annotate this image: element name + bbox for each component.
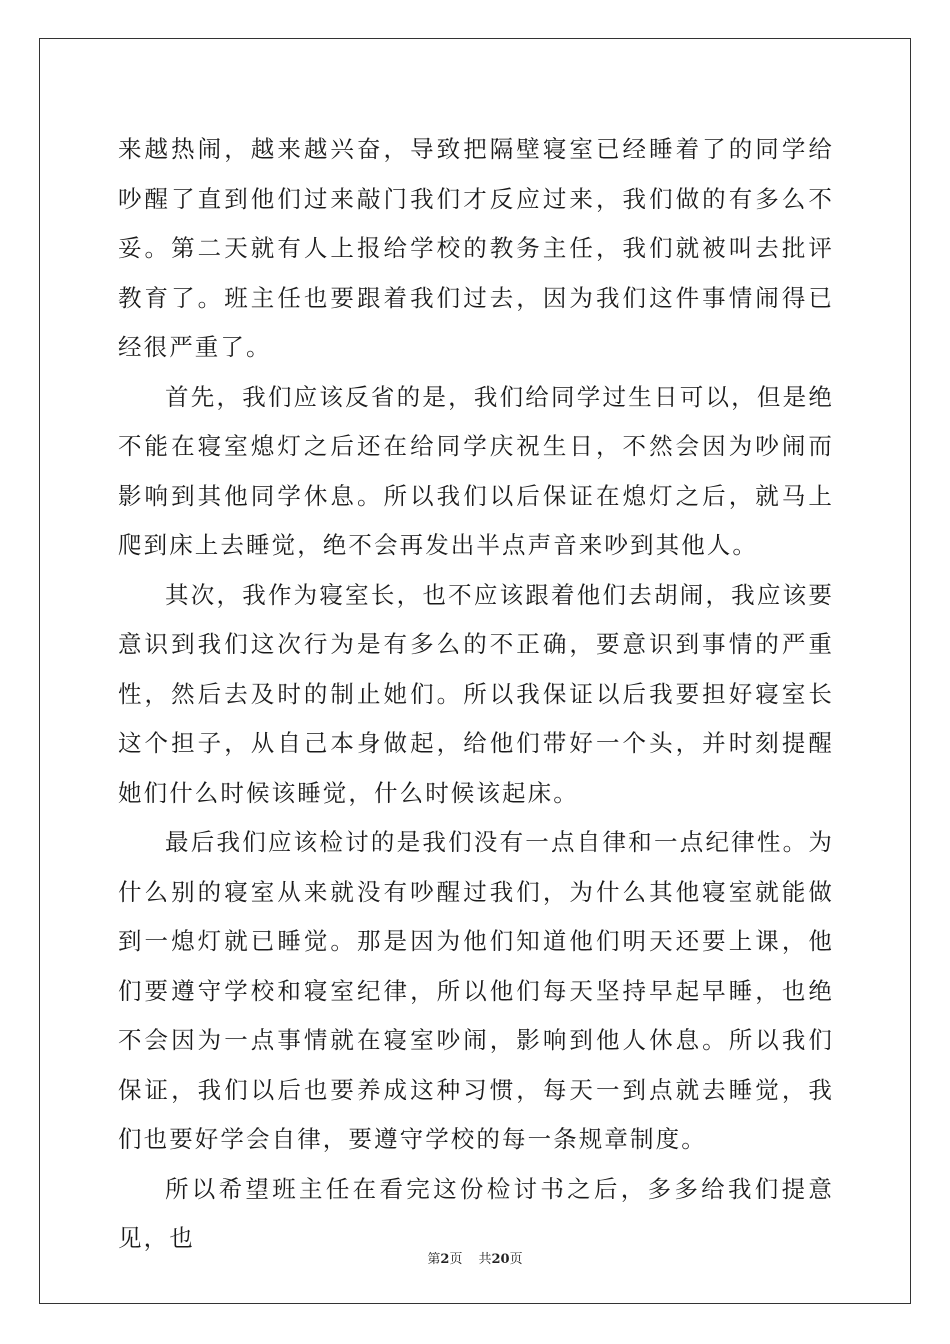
- paragraph-1: 来越热闹，越来越兴奋，导致把隔壁寝室已经睡着了的同学给吵醒了直到他们过来敲门我们才反应过来，我们做的有多么不妥。第二天就有人上报给学校的教务主任，我们就被叫去批评教育了。班主任也要跟着我们过去，因为我们这件事情闹得已经很严重了。: [118, 135, 834, 361]
- paragraph-4: 最后我们应该检讨的是我们没有一点自律和一点纪律性。为什么别的寝室从来就没有吵醒过我们，为什么其他寝室就能做到一熄灯就已睡觉。那是因为他们知道他们明天还要上课，他们要遵守学校和寝室纪律，所以他们每天坚持早起早睡，也绝不会因为一点事情就在寝室吵闹，影响到他人休息。所以我们保证，我们以后也要养成这种习惯，每天一到点就去睡觉，我们也要好学会自律，要遵守学校的每一条规章制度。: [118, 828, 834, 1153]
- total-pages-number: 20: [491, 1252, 510, 1267]
- paragraph-3: 其次，我作为寝室长，也不应该跟着他们去胡闹，我应该要意识到我们这次行为是有多么的不正确，要意识到事情的严重性，然后去及时的制止她们。所以我保证以后我要担好寝室长这个担子，从自己本身做起，给他们带好一个头，并时刻提醒她们什么时候该睡觉，什么时候该起床。: [118, 580, 834, 807]
- paragraph-2: 首先，我们应该反省的是，我们给同学过生日可以，但是绝不能在寝室熄灯之后还在给同学庆祝生日，不然会因为吵闹而影响到其他同学休息。所以我们以后保证在熄灯之后，就马上爬到床上去睡觉，绝不会再发出半点声音来吵到其他人。: [118, 382, 834, 559]
- total-prefix: 共: [478, 1252, 492, 1267]
- page-suffix: 页: [449, 1252, 463, 1267]
- page-prefix: 第: [427, 1252, 441, 1267]
- paragraph-5: 所以希望班主任在看完这份检讨书之后，多多给我们提意见，也: [118, 1174, 834, 1252]
- current-page-number: 2: [440, 1252, 450, 1267]
- page-footer: [0, 1248, 950, 1267]
- total-suffix: 页: [509, 1252, 523, 1267]
- document-body: [118, 125, 834, 1264]
